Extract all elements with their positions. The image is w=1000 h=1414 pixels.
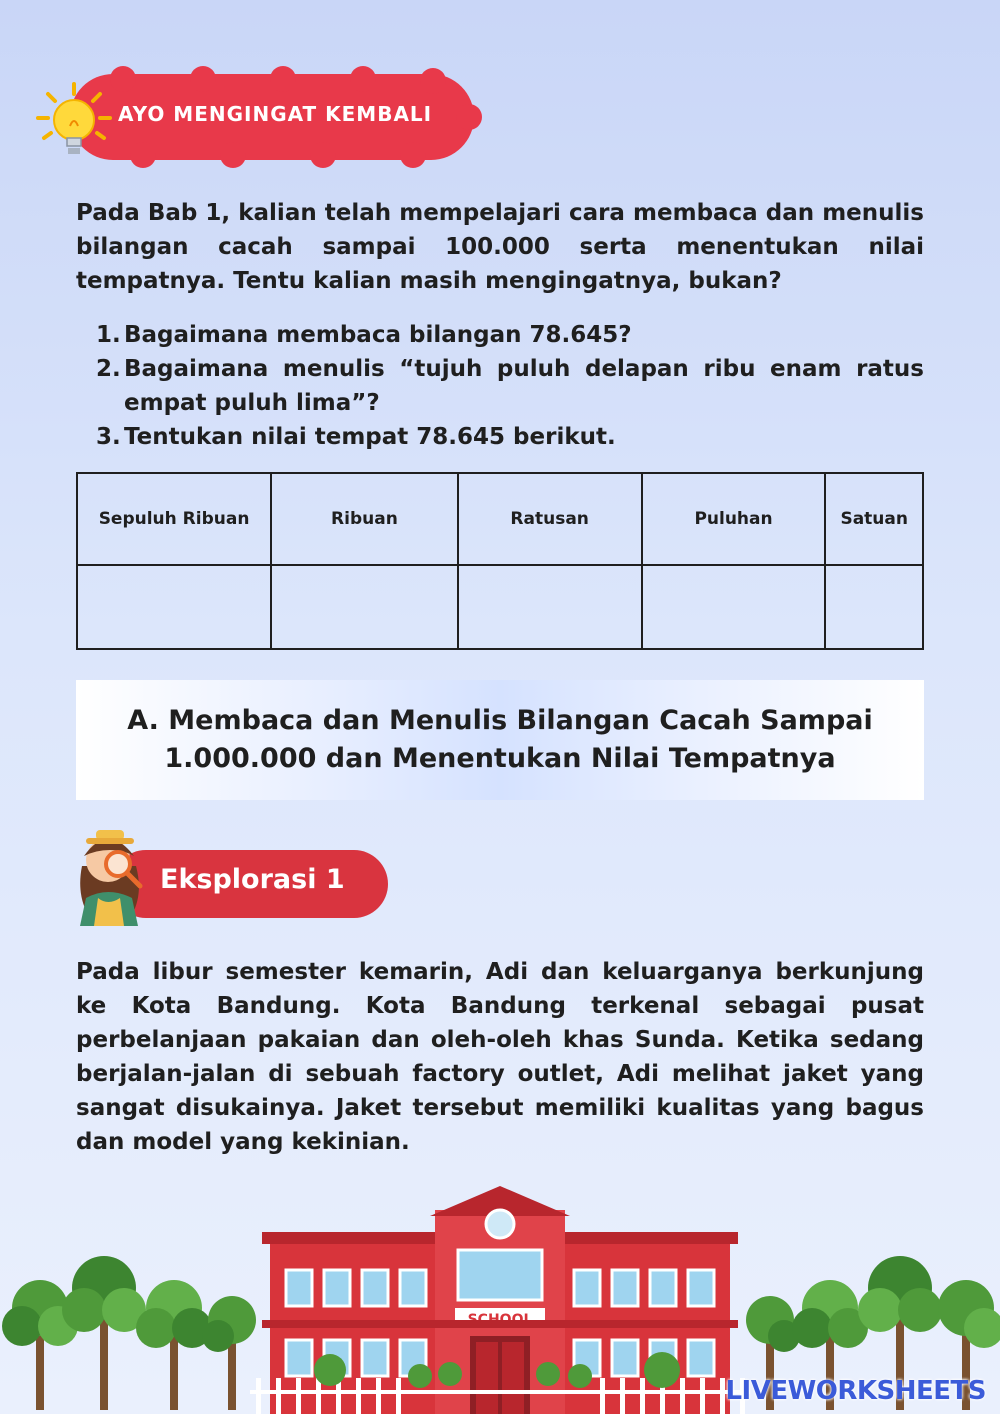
answer-cell-ribuan[interactable] [271,565,458,649]
header-ratusan: Ratusan [458,473,642,565]
answer-cell-sepuluh-ribuan[interactable] [77,565,271,649]
list-item [96,420,924,454]
question-text: Bagaimana membaca bilangan 78.645? [124,322,632,348]
question-number: 1. [96,322,121,348]
answer-cell-puluhan[interactable] [642,565,826,649]
answer-cell-satuan[interactable] [825,565,923,649]
question-number: 2. [96,356,121,382]
question-number: 3. [96,424,121,450]
list-item [96,318,924,352]
table-header-row [77,473,923,565]
header-title: AYO MENGINGAT KEMBALI [118,102,433,126]
header-ribuan: Ribuan [271,473,458,565]
liveworksheets-watermark: LIVEWORKSHEETS [725,1376,986,1406]
header-satuan: Satuan [825,473,923,565]
question-list [96,318,924,454]
header-puluhan: Puluhan [642,473,826,565]
table-row [77,565,923,649]
exploration-label: Eksplorasi 1 [160,864,345,895]
header-sepuluh-ribuan: Sepuluh Ribuan [77,473,271,565]
trees-left [2,1256,256,1410]
section-heading-line1: A. Membaca dan Menulis Bilangan Cacah Sampai [127,705,873,736]
section-heading [76,680,924,800]
answer-cell-ratusan[interactable] [458,565,642,649]
explorer-girl-icon [68,826,156,926]
place-value-table [76,472,924,650]
question-text: Bagaimana menulis “tujuh puluh delapan ribu enam ratus empat puluh lima”? [124,356,924,416]
exploration-paragraph: Pada libur semester kemarin, Adi dan keluarganya berkunjung ke Kota Bandung. Kota Bandung terkenal sebagai pusat perbelanjaan pakaian dan oleh-oleh khas Sunda. Ketika sedang berjalan-jalan di sebuah factory outlet, Adi melihat jaket yang sangat disukainya. Jaket tersebut memiliki kualitas yang bagus dan model yang kekinian. [76,959,924,1155]
section-heading-line2: 1.000.000 dan Menentukan Nilai Tempatnya [164,743,836,774]
question-text: Tentukan nilai tempat 78.645 berikut. [124,424,616,450]
lightbulb-icon [36,82,112,162]
list-item [96,352,924,420]
intro-paragraph: Pada Bab 1, kalian telah mempelajari cara membaca dan menulis bilangan cacah sampai 100.000 serta menentukan nilai tempatnya. Tentu kalian masih mengingatnya, bukan? [76,200,924,294]
